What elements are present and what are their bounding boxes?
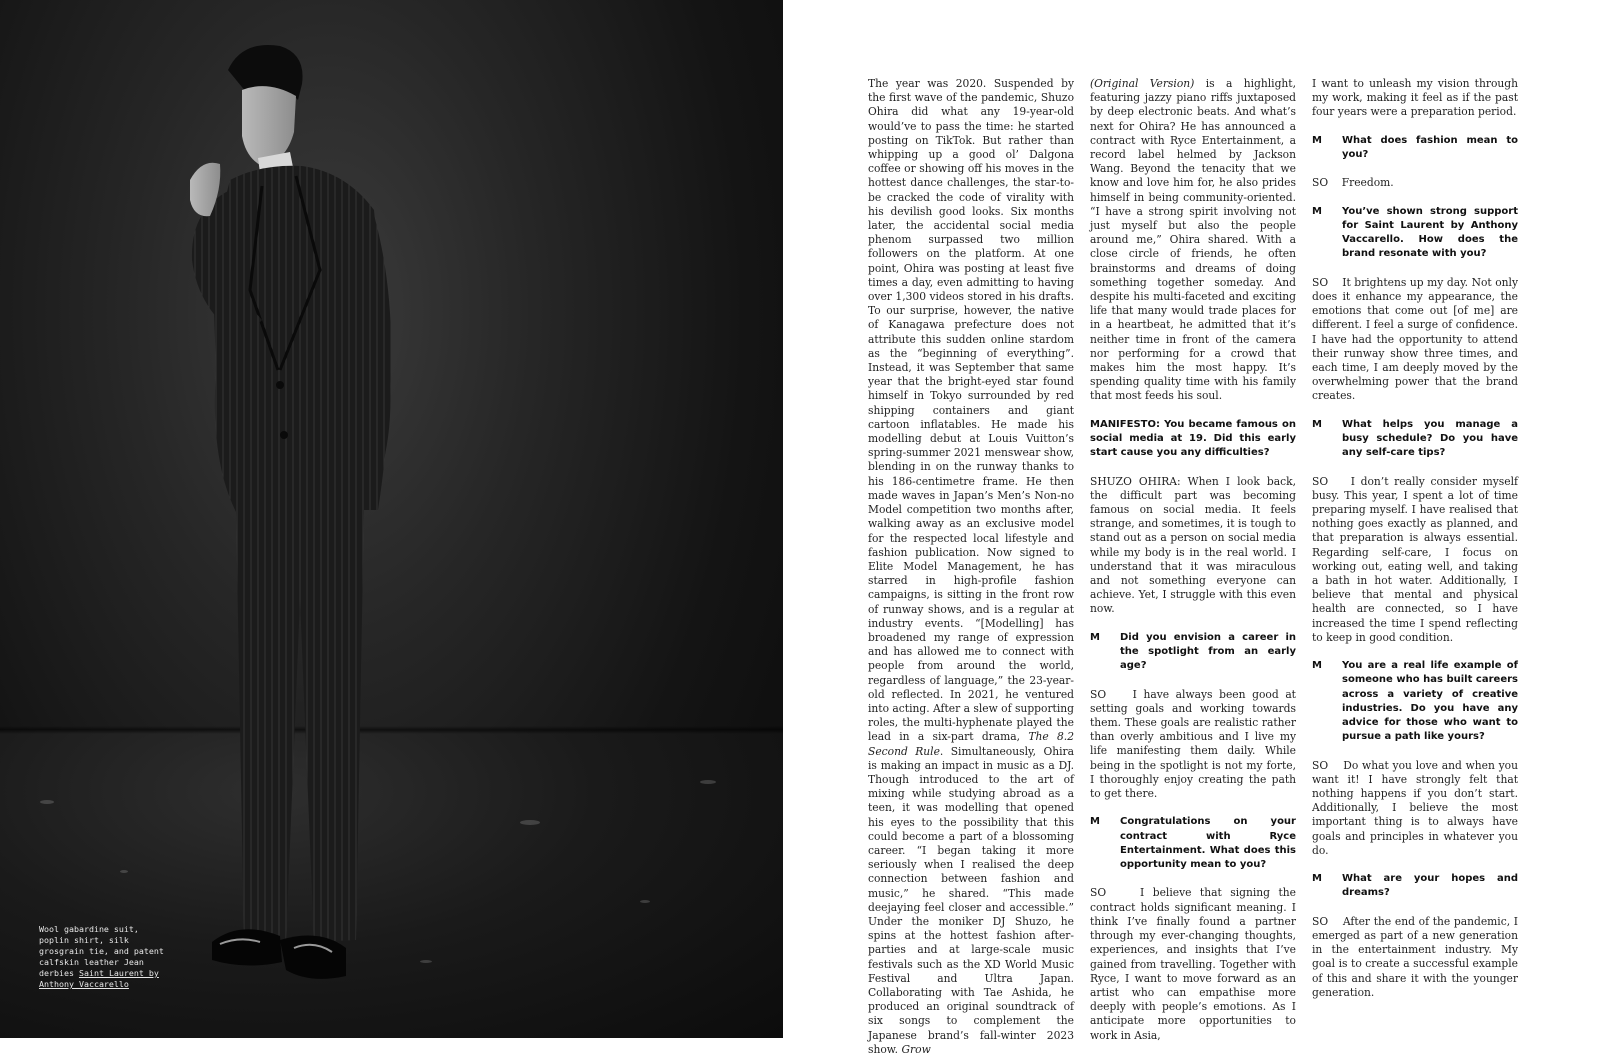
interview-question [1312, 134, 1518, 162]
interview-answer [1312, 759, 1518, 858]
interview-question [1312, 659, 1518, 744]
floor-speck [700, 780, 716, 784]
floor-speck [120, 870, 128, 873]
interview-answer-continued: I want to unleash my vision through my work, making it feel as if the past four years were a preparation period. [1312, 77, 1518, 119]
interview-question: MANIFESTO: You became famous on social media at 19. Did this early start cause you any difficulties? [1090, 418, 1296, 459]
question-text: What helps you manage a busy schedule? Do you have any self-care tips? [1342, 418, 1518, 459]
question-marker: M [1312, 205, 1322, 217]
soundtrack-title-continued: (Original Version) [1090, 77, 1195, 90]
photo-caption [39, 924, 169, 990]
answer-text: I have always been good at setting goals and working towards them. These goals are realistic rather than overly ambitious and I live my life manifesting them daily. While being in the spotlight is not my forte, I thoroughly enjoy creating the path to get there. [1090, 687, 1296, 801]
interview-question [1090, 815, 1296, 872]
interview-answer [1090, 688, 1296, 802]
article-column-2 [1090, 77, 1296, 1043]
drama-title: The 8.2 Second Rule [868, 730, 1074, 758]
answer-text: After the end of the pandemic, I emerged as part of a new generation in the entertainment industry. My goal is to create a successful example of this and share it with the younger generation. [1312, 914, 1518, 999]
question-marker: M [1312, 418, 1322, 430]
soundtrack-title: Grow [901, 1042, 931, 1056]
interview-question [1312, 418, 1518, 461]
interview-answer [1090, 886, 1296, 1042]
editorial-photo [0, 0, 783, 1038]
interview-answer [1312, 176, 1518, 190]
answer-marker: SO [1090, 687, 1107, 701]
question-text: Did you envision a career in the spotlight from an early age? [1120, 631, 1296, 672]
question-text: What does fashion mean to you? [1342, 134, 1518, 160]
interview-question [1312, 205, 1518, 262]
answer-text: I believe that signing the contract holds significant meaning. I think I’ve finally found a partner through my ever-changing thoughts, experiences, and insights that I’ve gained from travelling. Together with Ryce, I want to move forward as an artist who can empathise more deeply with people’s emotions. As I anticipate more opportunities to work in Asia, [1090, 886, 1296, 1042]
intro-text-continued: . Simultaneously, Ohira is making an impact in music as a DJ. Though introduced to the art of mixing while studying abroad as a teen, it was modelling that opened his eyes to the possibility that this could become a part of a blossoming career. “I began taking it more seriously when I realised the deep connection between fashion and music,” he shared. “This made deejaying feel closer and accessible.” Under the moniker DJ Shuzo, he spins at the hottest fashion after-parties and at large-scale music festivals such as the XD World Music Festival and Ultra Japan. Collaborating with Tae Ashida, he produced an original soundtrack of six songs to complement the Japanese brand’s fall-winter 2023 show. [868, 744, 1074, 1056]
interview-answer [1312, 475, 1518, 645]
answer-text: It brightens up my day. Not only does it enhance my appearance, the emotions that come out [of me] are different. I feel a surge of confidence. I have had the opportunity to attend their runway show three times, and each time, I am deeply moved by the overwhelming power that the brand creates. [1312, 275, 1518, 403]
answer-marker: SO [1090, 886, 1107, 900]
interview-question [1090, 631, 1296, 674]
interview-answer: SHUZO OHIRA: When I look back, the difficult part was becoming famous on social media. It feels strange, and sometimes, it is tough to stand out as a person on social media while my body is in the real world. I understand that it was miraculous and not something everyone can achieve. Yet, I struggle with this even now. [1090, 474, 1296, 616]
answer-marker: SO [1312, 176, 1329, 190]
answer-marker: SO [1312, 758, 1329, 772]
question-marker: M [1312, 134, 1322, 146]
caption-text: Wool gabardine suit, poplin shirt, silk grosgrain tie, and patent calfskin leather Jean derbies [39, 924, 164, 978]
question-marker: M [1090, 631, 1100, 643]
interview-question [1312, 872, 1518, 900]
question-text: What are your hopes and dreams? [1342, 873, 1518, 899]
floor-speck [640, 900, 650, 903]
intro-paragraph-continued [1090, 77, 1296, 404]
floor-speck [520, 820, 540, 825]
question-text: Congratulations on your contract with Ryce Entertainment. What does this opportunity mean to you? [1120, 816, 1296, 871]
interview-answer [1312, 276, 1518, 404]
answer-text: Freedom. [1341, 176, 1394, 190]
answer-marker: SO [1312, 914, 1329, 928]
answer-text: I don’t really consider myself busy. This year, I spent a lot of time preparing myself. I have realised that nothing goes exactly as planned, and that preparation is always essential. Regarding self-care, I focus on working out, eating well, and taking a bath in hot water. Additionally, I believe that mental and physical health are connected, so I have increased the time I spend reflecting to keep in good condition. [1312, 474, 1518, 644]
caption-brand-link[interactable]: Saint Laurent by Anthony Vaccarello [39, 968, 159, 989]
model-figure [150, 40, 430, 1020]
interview-answer [1312, 915, 1518, 1000]
answer-marker: SO [1312, 275, 1329, 289]
question-marker: M [1312, 660, 1322, 672]
question-text: You are a real life example of someone who has built careers across a variety of creative industries. Do you have any advice for those who want to pursue a path like yours? [1342, 660, 1518, 743]
intro-paragraph [868, 77, 1074, 1057]
question-text: You’ve shown strong support for Saint Laurent by Anthony Vaccarello. How does the brand resonate with you? [1342, 205, 1518, 260]
floor-speck [40, 800, 54, 804]
answer-marker: SO [1312, 474, 1329, 488]
intro-text: The year was 2020. Suspended by the first wave of the pandemic, Shuzo Ohira did what any 19-year-old would’ve to pass the time: he started posting on TikTok. But rather than whipping up a good ol’ Dalgona coffee or showing off his moves in the hottest dance challenges, the star-to-be cracked the code of virality with his devilish good looks. Six months later, the accidental social media phenom surpassed two million followers on the platform. At one point, Ohira was posting at least five times a day, even admitting to having over 1,300 videos stored in his drafts. To our surprise, however, the native of Kanagawa prefecture does not attribute this sudden online stardom as the “beginning of everything”. Instead, it was September that same year that the bright-eyed star found himself in Tokyo surrounded by red shipping containers and giant cartoon inflatables. He made his modelling debut at Louis Vuitton’s spring-summer 2021 menswear show, blending in on the runway thanks to his 186-centimetre frame. He then made waves in Japan’s Men’s Non-no Model competition two months after, walking away as an exclusive model for the respected local lifestyle and fashion publication. Now signed to Elite Model Management, he has starred in high-profile fashion campaigns, is sitting in the front row of runway shows, and is a regular at industry events. “[Modelling] has broadened my range of expression and has allowed me to connect with people from around the world, regardless of language,” the 23-year-old reflected. In 2021, he ventured into acting. After a slew of supporting roles, the multi-hyphenate played the lead in a six-part drama, [868, 77, 1074, 744]
intro-text-end: is a highlight, featuring jazzy piano riffs juxtaposed by deep electronic beats. And what’s next for Ohira? He has announced a contract with Ryce Entertainment, a record label helmed by Jackson Wang. Beyond the tenacity that we know and love him for, he also prides himself in being community-oriented. “I have a strong spirit involving not just myself but also the people around me,” Ohira shared. With a close circle of friends, he often brainstorms and dreams of doing something together someday. And despite his multi-faceted and exciting life that many would trade places for in a heartbeat, he admitted that it’s neither time in front of the camera nor performing for a crowd that makes him the most happy. It’s spending quality time with his family that most feeds his soul. [1090, 77, 1296, 403]
article-column-3 [1312, 77, 1518, 1000]
article-column-1 [868, 77, 1074, 1057]
answer-text: Do what you love and when you want it! I have strongly felt that nothing happens if you don’t start. Additionally, I believe the most important thing is to always have goals and principles in whatever you do. [1312, 758, 1518, 857]
question-marker: M [1090, 816, 1100, 828]
question-marker: M [1312, 873, 1322, 885]
